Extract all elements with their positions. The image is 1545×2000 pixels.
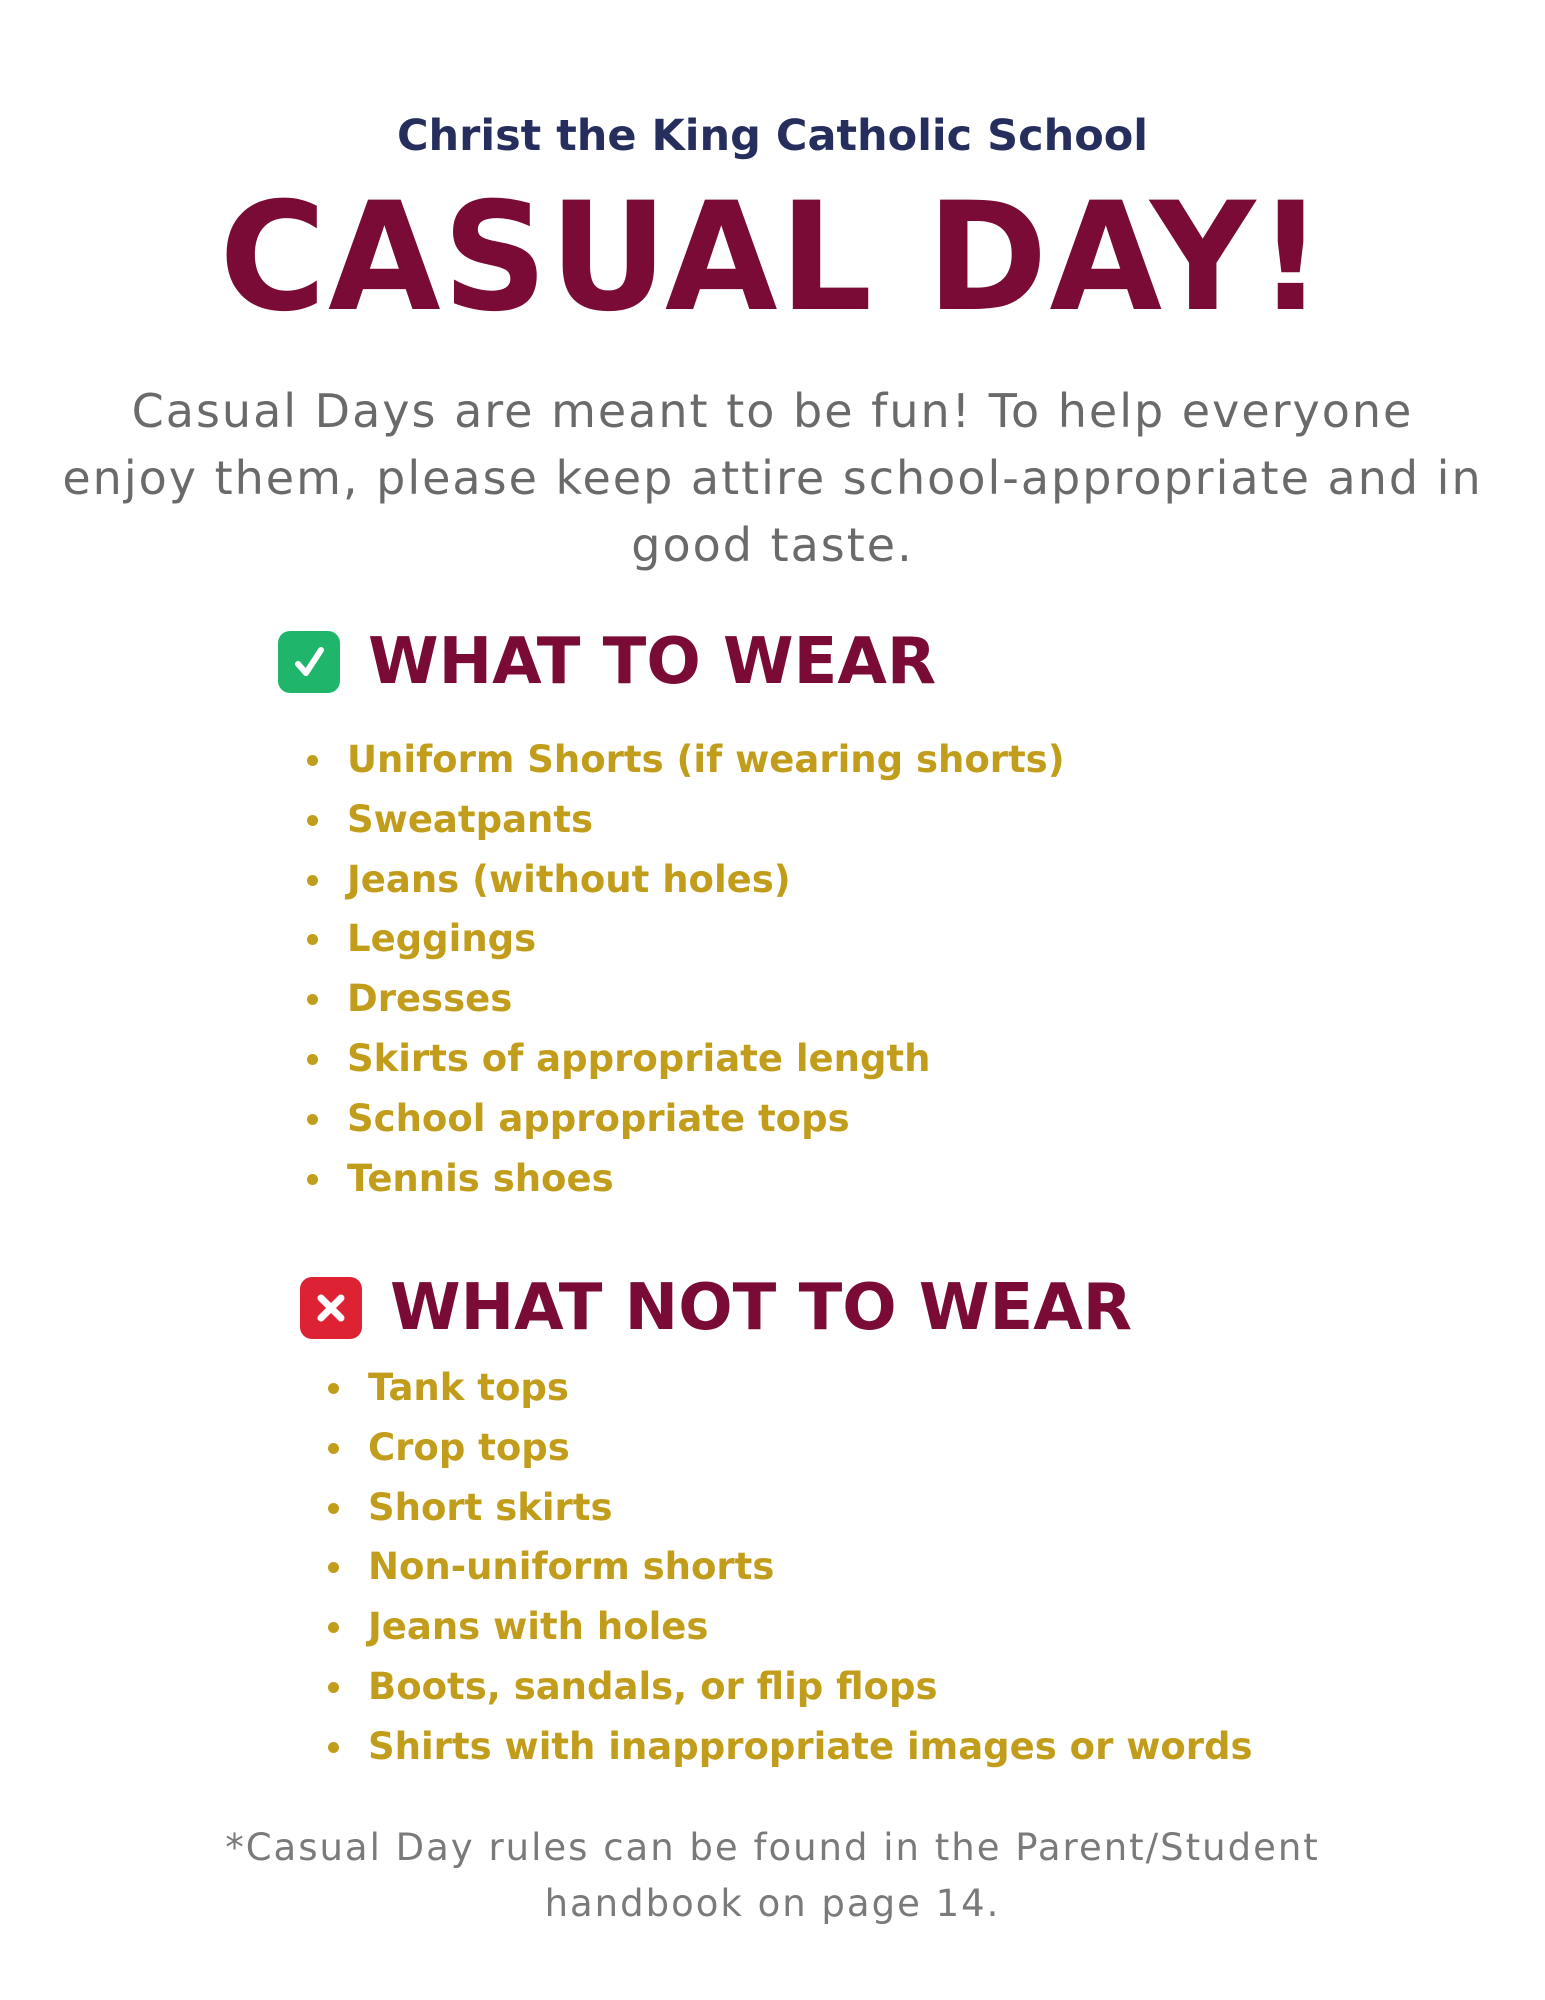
footnote: [100, 1820, 1445, 1932]
list-item: [305, 1089, 1065, 1149]
bullet-icon: [307, 875, 318, 886]
bullet-icon: [328, 1742, 339, 1753]
list-item-text: Short skirts: [368, 1485, 613, 1529]
list-item-text: Jeans (without holes): [347, 857, 791, 901]
bullet-icon: [307, 994, 318, 1005]
list-item: [305, 1149, 1065, 1209]
cross-icon: [300, 1277, 362, 1339]
check-icon: [278, 631, 340, 693]
bullet-icon: [328, 1503, 339, 1514]
footnote-line-2: handbook on page 14.: [544, 1882, 1001, 1925]
list-item-text: Sweatpants: [347, 797, 594, 841]
list-item: [305, 730, 1065, 790]
list-item-text: Shirts with inappropriate images or words: [368, 1724, 1253, 1768]
bullet-icon: [307, 1174, 318, 1185]
list-item: [326, 1358, 1253, 1418]
bullet-icon: [328, 1682, 339, 1693]
list-item-text: Boots, sandals, or flip flops: [368, 1664, 938, 1708]
what-to-wear-heading: [278, 622, 936, 702]
list-item: [326, 1597, 1253, 1657]
list-item-text: Tennis shoes: [347, 1156, 614, 1200]
bullet-icon: [328, 1622, 339, 1633]
list-item: [326, 1717, 1253, 1777]
bullet-icon: [307, 755, 318, 766]
list-item-text: Skirts of appropriate length: [347, 1036, 931, 1080]
list-item: [305, 790, 1065, 850]
bullet-icon: [328, 1443, 339, 1454]
list-item: [305, 1029, 1065, 1089]
list-item: [305, 969, 1065, 1029]
list-item-text: School appropriate tops: [347, 1096, 850, 1140]
what-not-to-wear-heading-text: WHAT NOT TO WEAR: [390, 1271, 1133, 1345]
what-to-wear-heading-text: WHAT TO WEAR: [368, 625, 937, 699]
list-item: [326, 1478, 1253, 1538]
bullet-icon: [307, 934, 318, 945]
bullet-icon: [328, 1562, 339, 1573]
intro-text: Casual Days are meant to be fun! To help everyone enjoy them, please keep attire school-appropriate and in good taste.: [62, 384, 1483, 572]
list-item-text: Dresses: [347, 977, 513, 1021]
what-not-to-wear-list: [326, 1358, 1253, 1777]
bullet-icon: [307, 815, 318, 826]
list-item-text: Uniform Shorts (if wearing shorts): [347, 738, 1065, 781]
list-item-text: Crop tops: [368, 1425, 570, 1469]
footnote-line-1: *Casual Day rules can be found in the Parent/Student: [225, 1826, 1320, 1869]
list-item: [326, 1418, 1253, 1478]
what-not-to-wear-heading: [300, 1268, 1132, 1348]
list-item: [326, 1657, 1253, 1717]
list-item: [305, 850, 1065, 910]
school-name: Christ the King Catholic School: [396, 111, 1149, 161]
list-item-text: Leggings: [347, 917, 537, 961]
page-title: CASUAL DAY!: [219, 171, 1326, 345]
list-item-text: Jeans with holes: [368, 1605, 709, 1649]
what-to-wear-list: [305, 730, 1065, 1208]
list-item-text: Non-uniform shorts: [368, 1545, 775, 1589]
list-item-text: Tank tops: [368, 1366, 569, 1409]
bullet-icon: [328, 1383, 339, 1394]
list-item: [305, 909, 1065, 969]
list-item: [326, 1537, 1253, 1597]
bullet-icon: [307, 1114, 318, 1125]
bullet-icon: [307, 1054, 318, 1065]
